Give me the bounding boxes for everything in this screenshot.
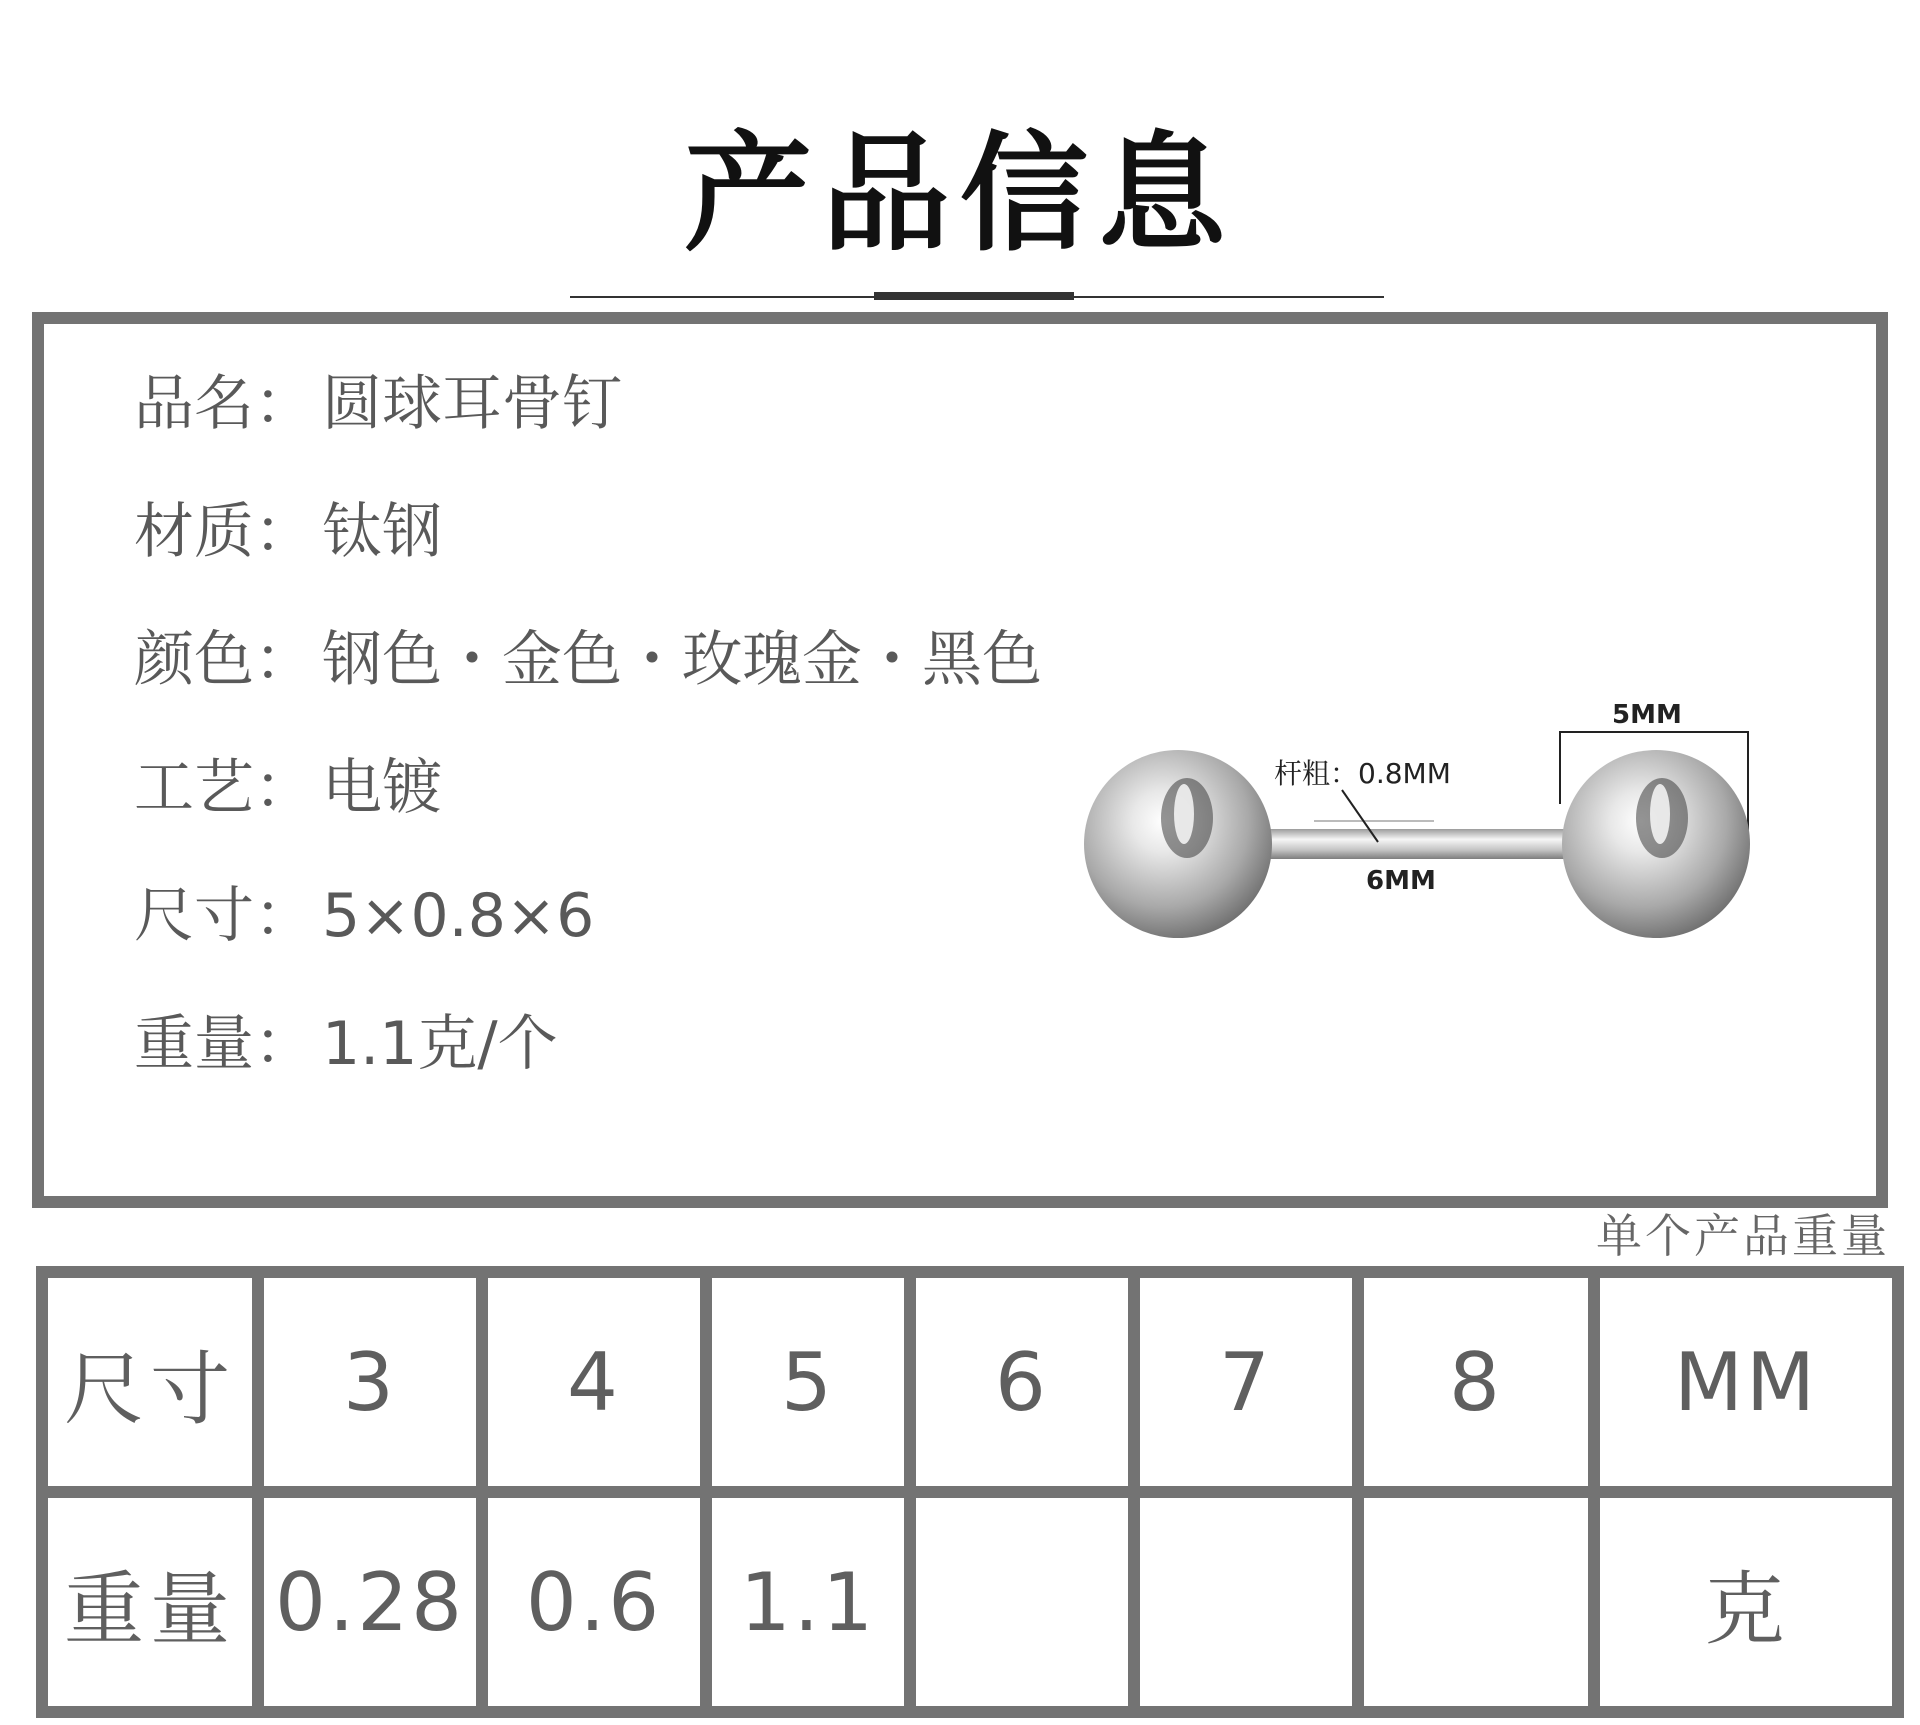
spec-value: 钢色・金色・玫瑰金・黑色 [322, 625, 1042, 695]
right-ball-shine [1650, 784, 1670, 844]
spec-value: 1.1克/个 [322, 1009, 558, 1079]
table-row-weight [42, 1492, 1898, 1712]
rod-thickness-label: 杆粗：0.8MM [1274, 757, 1451, 790]
weight-cell: 1.1 [706, 1492, 910, 1712]
weight-cell [910, 1492, 1134, 1712]
size-cell: 5 [706, 1272, 910, 1492]
size-cell: 4 [482, 1272, 706, 1492]
spec-value: 电镀 [322, 753, 442, 823]
weight-cell [1134, 1492, 1358, 1712]
spec-label: 重量： [134, 1009, 314, 1079]
spec-value: 圆球耳骨钉 [322, 369, 622, 439]
spec-row-weight [134, 1004, 558, 1084]
weight-cell: 0.28 [258, 1492, 482, 1712]
weight-unit-cell: 克 [1594, 1492, 1898, 1712]
earring-diagram [1084, 696, 1754, 946]
spec-value: 5×0.8×6 [322, 881, 595, 951]
table-row-size [42, 1272, 1898, 1492]
spec-label: 工艺： [134, 753, 314, 823]
spec-row-name [134, 364, 622, 444]
size-cell: 7 [1134, 1272, 1358, 1492]
spec-label: 尺寸： [134, 881, 314, 951]
spec-label: 颜色： [134, 625, 314, 695]
weight-header-cell: 重量 [42, 1492, 258, 1712]
size-cell: 3 [258, 1272, 482, 1492]
spec-row-process [134, 748, 442, 828]
spec-label: 材质： [134, 497, 314, 567]
barbell-earring-image [1084, 696, 1754, 946]
table-caption: 单个产品重量 [1596, 1209, 1890, 1263]
size-cell: 6 [910, 1272, 1134, 1492]
rod-length-label: 6MM [1366, 866, 1436, 896]
left-ball-shine [1174, 784, 1194, 844]
spec-row-color [134, 620, 1042, 700]
size-weight-table [36, 1266, 1904, 1718]
weight-cell [1358, 1492, 1594, 1712]
ball-size-label: 5MM [1612, 700, 1682, 730]
size-header-cell: 尺寸 [42, 1272, 258, 1492]
spec-label: 品名： [134, 369, 314, 439]
weight-cell: 0.6 [482, 1492, 706, 1712]
page-title: 产品信息 [683, 120, 1236, 269]
spec-row-material [134, 492, 442, 572]
spec-row-size [134, 876, 594, 956]
size-cell: 8 [1358, 1272, 1594, 1492]
title-divider-accent [874, 292, 1074, 300]
size-unit-cell: MM [1594, 1272, 1898, 1492]
spec-value: 钛钢 [322, 497, 442, 567]
